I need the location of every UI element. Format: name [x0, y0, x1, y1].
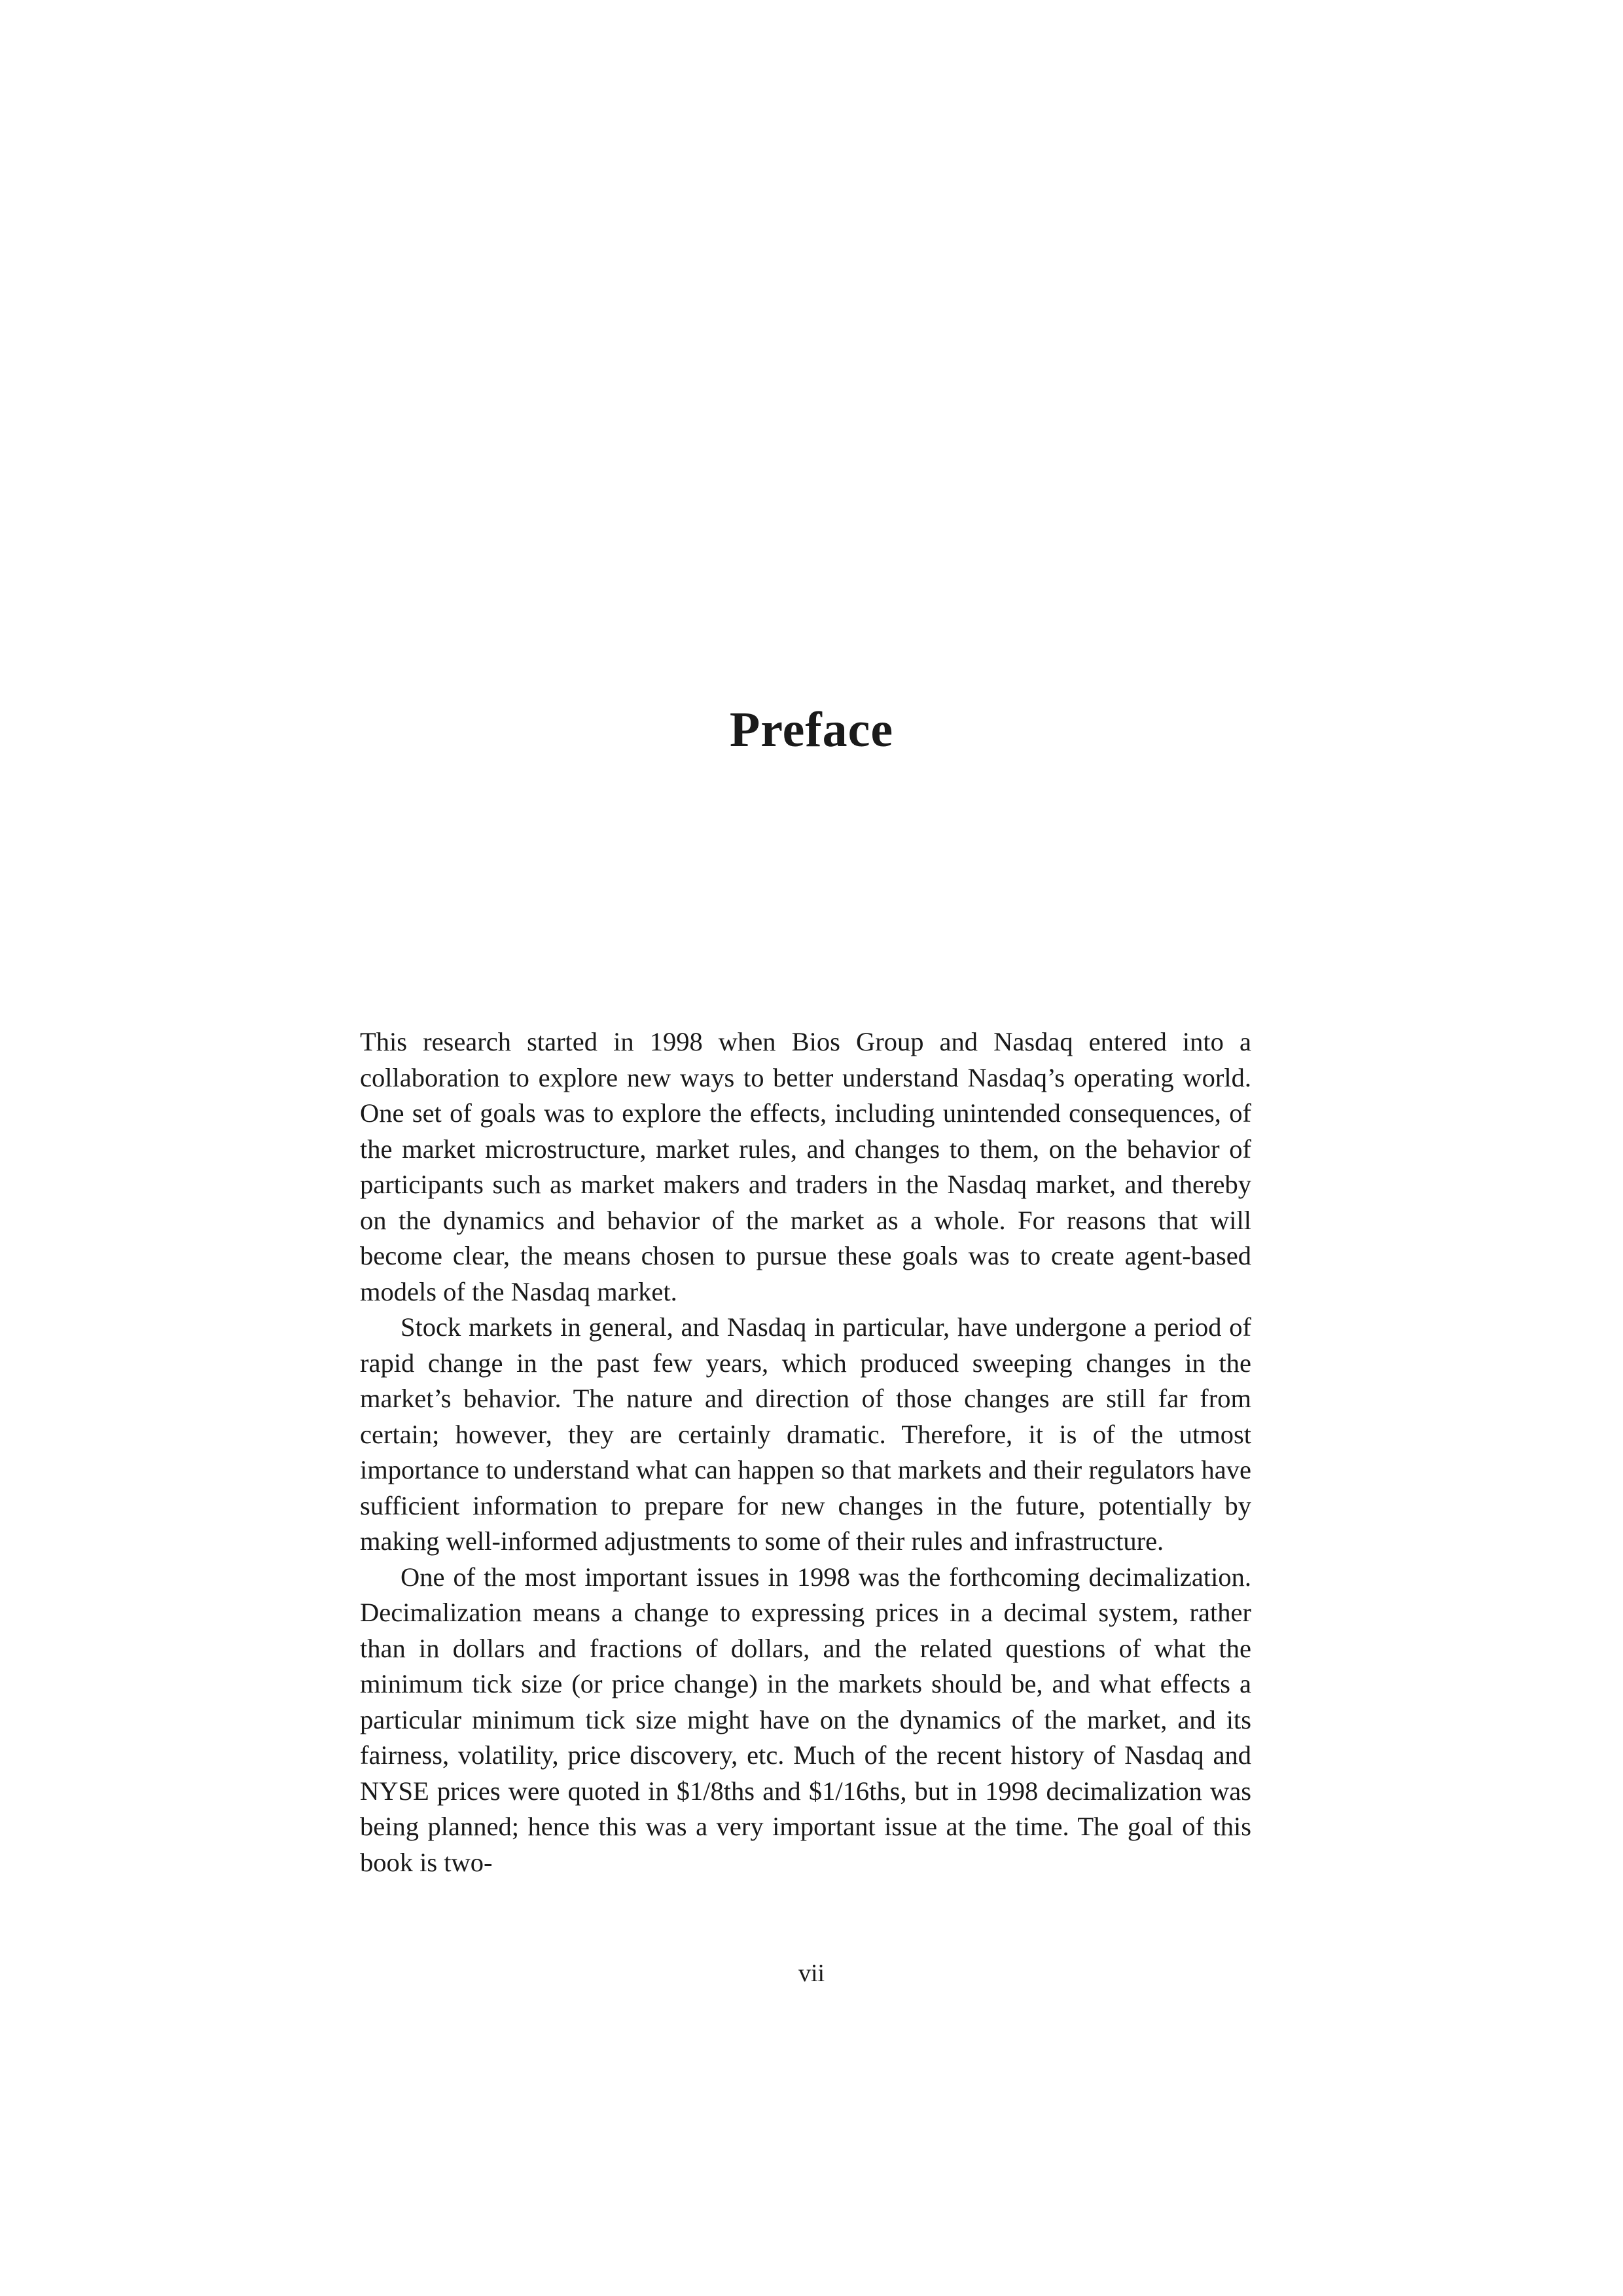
chapter-title: Preface: [729, 702, 894, 757]
body-text: [360, 1024, 1251, 1880]
paragraph: Stock markets in general, and Nasdaq in particular, have undergone a period of rapid change in the past few years, which produced sweeping changes in the market’s behavior. The nature and direction of those changes are still far from certain; however, they are certainly dramatic. Therefore, it is of the utmost importance to understand what can happen so that markets and their regulators have sufficient information to prepare for new changes in the future, potentially by making well-informed adjustments to some of their rules and infrastructure.: [360, 1312, 1251, 1556]
paragraph: This research started in 1998 when Bios Group and Nasdaq entered into a collaboration to explore new ways to better understand Nasdaq’s operating world. One set of goals was to explore the effects, including unintended consequences, of the market microstructure, market rules, and changes to them, on the behavior of participants such as market makers and traders in the Nasdaq market, and thereby on the dynamics and behavior of the market as a whole. For reasons that will become clear, the means chosen to pursue these goals was to create agent-based models of the Nasdaq market.: [360, 1027, 1251, 1306]
paragraph: One of the most important issues in 1998 was the forthcoming decimalization. Decimalization means a change to expressing prices in a decimal system, rather than in dollars and fractions of dollars, and the related questions of what the minimum tick size (or price change) in the markets should be, and what effects a particular minimum tick size might have on the dynamics of the market, and its fairness, volatility, price discovery, etc. Much of the recent history of Nasdaq and NYSE prices were quoted in $1/8ths and $1/16ths, but in 1998 decimalization was being planned; hence this was a very important issue at the time. The goal of this book is two-: [360, 1562, 1251, 1877]
page-number: vii: [798, 1960, 825, 1987]
